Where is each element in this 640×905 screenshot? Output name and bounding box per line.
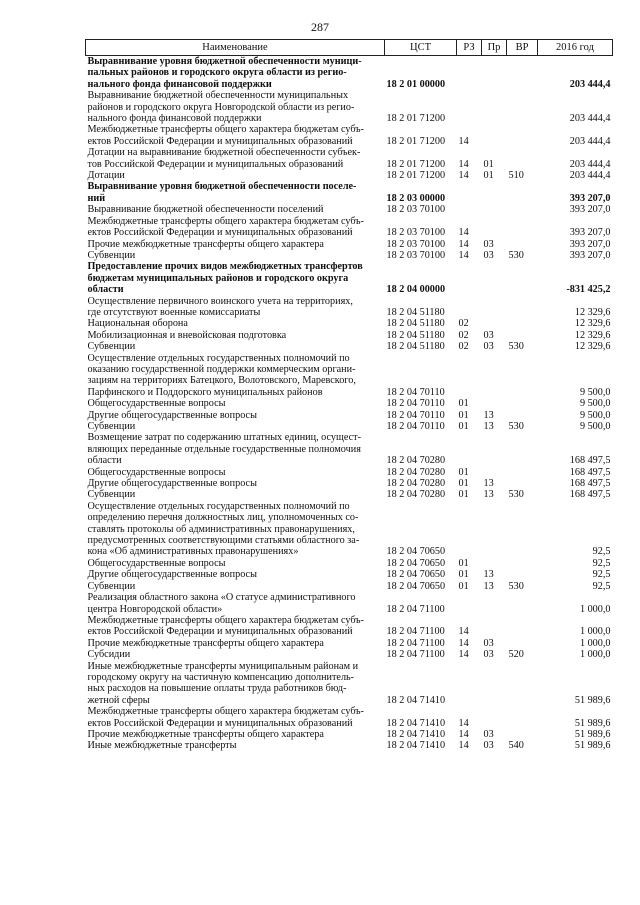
- row-sum-2016: 1 000,0: [579, 626, 611, 638]
- row-sum-2016: 92,5: [592, 569, 611, 581]
- row-sum-2016: 51 989,6: [574, 740, 611, 752]
- row-vr-code: [507, 615, 538, 638]
- row-name: Предоставление прочих видов межбюджетных трансфертов бюджетам муниципальных районов и городского округа области: [87, 261, 363, 296]
- row-vr-code: 510: [508, 170, 524, 182]
- row-vr-code: [507, 56, 538, 91]
- row-pr-code: [482, 398, 507, 409]
- table-row: [86, 581, 613, 592]
- table-row: [86, 330, 613, 341]
- table-row: [86, 478, 613, 489]
- row-pr-code: [482, 706, 507, 729]
- table-row: [86, 706, 613, 729]
- row-cst-code: 18 2 01 71200: [386, 113, 446, 125]
- row-vr-code: [507, 216, 538, 239]
- row-vr-code: 530: [508, 249, 524, 261]
- table-row: [86, 90, 613, 124]
- row-vr-code: [507, 124, 538, 147]
- row-vr-code: [507, 729, 538, 740]
- row-vr-code: [507, 90, 538, 124]
- row-sum-2016: 12 329,6: [574, 329, 611, 341]
- row-pr-code: [482, 592, 507, 615]
- row-vr-code: [507, 706, 538, 729]
- row-name: Субвенции: [87, 580, 136, 592]
- row-sum-2016: 9 500,0: [579, 421, 611, 432]
- row-vr-code: [507, 592, 538, 615]
- row-pr-code: 03: [483, 637, 494, 649]
- row-pr-code: [482, 353, 507, 399]
- row-name: Осуществление отдельных государственных полномочий по оказанию государственной поддержки коммерческим органи- зациям на территориях Батецкого, Волотовского, Маревского, Парфинского и Поддорского муниципальных районов: [87, 352, 356, 398]
- row-sum-2016: 51 989,6: [574, 694, 611, 706]
- row-vr-code: [507, 181, 538, 204]
- row-sum-2016: 168 497,5: [569, 489, 611, 501]
- row-sum-2016: 203 444,4: [569, 113, 611, 125]
- table-row: [86, 467, 613, 478]
- table-row: [86, 261, 613, 295]
- row-sum-2016: 393 207,0: [569, 249, 611, 261]
- row-vr-code: [507, 330, 538, 341]
- row-rz-code: 14: [458, 728, 469, 740]
- row-rz-code: 01: [458, 478, 469, 490]
- row-name: Выравнивание уровня бюджетной обеспеченности муници- пальных районов и городского округа области из регио- нального фонда финансовой поддержки: [87, 56, 362, 90]
- row-rz-code: 01: [458, 569, 469, 581]
- table-row: [86, 204, 613, 215]
- row-sum-2016: -831 425,2: [566, 284, 611, 296]
- row-name: Субвенции: [87, 489, 136, 501]
- row-name: Другие общегосударственные вопросы: [87, 569, 257, 581]
- row-cst-code: 18 2 03 70100: [386, 204, 446, 216]
- row-name: Другие общегосударственные вопросы: [87, 409, 257, 421]
- row-pr-code: [482, 261, 507, 295]
- row-cst-code: 18 2 04 51180: [386, 306, 445, 318]
- row-sum-2016: 9 500,0: [579, 386, 611, 398]
- row-rz-code: [457, 261, 482, 295]
- table-row: [86, 318, 613, 329]
- row-cst-code: 18 2 03 70100: [386, 227, 446, 239]
- row-sum-2016: 92,5: [592, 557, 611, 569]
- row-cst-code: 18 2 01 00000: [386, 78, 446, 90]
- row-cst-code: 18 2 04 71100: [386, 626, 445, 638]
- row-vr-code: [507, 432, 538, 466]
- row-sum-2016: 1 000,0: [579, 649, 611, 661]
- row-vr-code: [507, 467, 538, 478]
- row-cst-code: 18 2 01 71200: [386, 170, 446, 182]
- row-name: Национальная оборона: [87, 318, 188, 330]
- table-row: [86, 296, 613, 319]
- row-cst-code: 18 2 04 71100: [386, 637, 445, 649]
- row-rz-code: [457, 296, 482, 319]
- row-cst-code: 18 2 04 71100: [386, 649, 445, 661]
- row-pr-code: [482, 501, 507, 558]
- row-rz-code: 02: [458, 318, 469, 330]
- row-pr-code: 01: [483, 158, 494, 170]
- row-pr-code: [482, 56, 507, 91]
- row-cst-code: 18 2 04 70110: [386, 398, 445, 410]
- row-rz-code: [457, 56, 482, 91]
- table-row: [86, 661, 613, 707]
- row-rz-code: [457, 501, 482, 558]
- row-name: Межбюджетные трансферты общего характера бюджетам субъ- ектов Российской Федерации и муниципальных образований: [87, 215, 364, 239]
- row-sum-2016: 92,5: [592, 546, 611, 558]
- row-rz-code: 14: [458, 740, 469, 752]
- row-cst-code: 18 2 04 51180: [386, 329, 445, 341]
- table-row: [86, 489, 613, 500]
- row-pr-code: 03: [483, 329, 494, 341]
- row-pr-code: 03: [483, 728, 494, 740]
- row-pr-code: 13: [483, 409, 494, 421]
- row-pr-code: [482, 204, 507, 215]
- row-vr-code: [507, 261, 538, 295]
- row-rz-code: 02: [458, 341, 469, 353]
- row-vr-code: [507, 501, 538, 558]
- table-row: [86, 740, 613, 751]
- table-row: [86, 239, 613, 250]
- row-name: Субвенции: [87, 341, 136, 353]
- row-pr-code: [482, 615, 507, 638]
- row-cst-code: 18 2 04 70110: [386, 421, 445, 432]
- table-row: [86, 649, 613, 660]
- row-cst-code: 18 2 04 70110: [386, 386, 445, 398]
- row-rz-code: 14: [458, 170, 469, 182]
- row-name: Прочие межбюджетные трансферты общего характера: [87, 238, 324, 250]
- table-row: [86, 421, 613, 432]
- table-row: [86, 558, 613, 569]
- row-cst-code: 18 2 04 71410: [386, 740, 446, 752]
- page-number: 287: [311, 20, 329, 34]
- row-pr-code: [482, 90, 507, 124]
- table-row: [86, 216, 613, 239]
- row-rz-code: 14: [458, 717, 469, 729]
- row-cst-code: 18 2 04 70650: [386, 569, 446, 581]
- row-name: Выравнивание бюджетной обеспеченности поселений: [87, 204, 324, 216]
- table-row: [86, 181, 613, 204]
- row-name: Субвенции: [87, 421, 136, 432]
- row-name: Выравнивание уровня бюджетной обеспеченности поселе- ний: [87, 181, 357, 204]
- row-sum-2016: 168 497,5: [569, 466, 611, 478]
- row-vr-code: [507, 239, 538, 250]
- row-cst-code: 18 2 04 71100: [386, 603, 445, 615]
- row-rz-code: 02: [458, 329, 469, 341]
- table-row: [86, 398, 613, 409]
- row-sum-2016: 203 444,4: [569, 78, 611, 90]
- row-sum-2016: 168 497,5: [569, 455, 611, 467]
- row-name: Возмещение затрат по содержанию штатных единиц, осущест- вляющих переданные отдельные государственные полномочия области: [87, 432, 361, 467]
- row-pr-code: 13: [483, 478, 494, 490]
- row-name: Иные межбюджетные трансферты муниципальным районам и городскому округу на частичную компенсацию дополнитель- ных расходов на повышение оплаты труда работников бюд- жетной сферы: [87, 660, 359, 706]
- row-sum-2016: 12 329,6: [574, 341, 611, 353]
- row-vr-code: [507, 661, 538, 707]
- row-rz-code: [457, 204, 482, 215]
- row-name: Выравнивание бюджетной обеспеченности муниципальных районов и городского округа Новгородской области из регио- нального фонда финансовой поддержки: [87, 90, 355, 125]
- row-pr-code: 13: [483, 580, 494, 592]
- row-vr-code: 530: [508, 421, 524, 432]
- row-name: Дотации на выравнивание бюджетной обеспеченности субъек- тов Российской Федерации и муниципальных образований: [87, 147, 361, 170]
- row-pr-code: 13: [483, 569, 494, 581]
- row-rz-code: 01: [458, 489, 469, 501]
- row-vr-code: [507, 398, 538, 409]
- row-sum-2016: 9 500,0: [579, 398, 611, 410]
- table-row: [86, 56, 613, 91]
- row-pr-code: 03: [483, 649, 494, 661]
- row-sum-2016: 51 989,6: [574, 728, 611, 740]
- table-row: [86, 170, 613, 181]
- row-vr-code: [507, 204, 538, 215]
- row-cst-code: 18 2 04 70280: [386, 455, 446, 467]
- row-cst-code: 18 2 04 70280: [386, 478, 446, 490]
- row-cst-code: 18 2 04 71410: [386, 694, 446, 706]
- row-vr-code: 530: [508, 580, 524, 592]
- row-rz-code: 14: [458, 238, 469, 250]
- table-row: [86, 432, 613, 466]
- row-vr-code: [507, 638, 538, 649]
- row-name: Мобилизационная и вневойсковая подготовка: [87, 329, 287, 341]
- row-name: Субсидии: [87, 649, 131, 661]
- row-vr-code: [507, 318, 538, 329]
- row-rz-code: 14: [458, 626, 469, 638]
- row-sum-2016: 12 329,6: [574, 318, 611, 330]
- row-pr-code: 01: [483, 170, 494, 182]
- row-cst-code: 18 2 04 70650: [386, 557, 446, 569]
- budget-table: [85, 39, 613, 752]
- row-rz-code: 14: [458, 227, 469, 239]
- row-pr-code: 13: [483, 489, 494, 501]
- row-name: Иные межбюджетные трансферты: [87, 740, 237, 752]
- row-rz-code: 01: [458, 466, 469, 478]
- row-sum-2016: 1 000,0: [579, 637, 611, 649]
- column-header-rz: РЗ: [457, 40, 482, 56]
- row-rz-code: [457, 90, 482, 124]
- row-sum-2016: 393 207,0: [569, 238, 611, 250]
- row-name: Общегосударственные вопросы: [87, 466, 226, 478]
- row-pr-code: [482, 467, 507, 478]
- row-cst-code: 18 2 04 51180: [386, 341, 445, 353]
- column-header-pr: Пр: [482, 40, 507, 56]
- row-rz-code: 14: [458, 249, 469, 261]
- row-pr-code: [482, 318, 507, 329]
- row-sum-2016: 393 207,0: [569, 227, 611, 239]
- row-sum-2016: 393 207,0: [569, 204, 611, 216]
- table-row: [86, 501, 613, 558]
- row-pr-code: [482, 296, 507, 319]
- row-sum-2016: 203 444,4: [569, 158, 611, 170]
- row-rz-code: 01: [458, 557, 469, 569]
- row-pr-code: 03: [483, 249, 494, 261]
- row-vr-code: 530: [508, 489, 524, 501]
- row-rz-code: [457, 592, 482, 615]
- row-cst-code: 18 2 03 00000: [386, 192, 446, 204]
- row-sum-2016: 9 500,0: [579, 409, 611, 421]
- table-header-row: [86, 40, 613, 56]
- row-pr-code: 03: [483, 238, 494, 250]
- row-sum-2016: 51 989,6: [574, 717, 611, 729]
- row-cst-code: 18 2 01 71200: [386, 158, 446, 170]
- row-sum-2016: 1 000,0: [579, 603, 611, 615]
- row-name: Реализация областного закона «О статусе административного центра Новгородской области»: [87, 592, 356, 615]
- row-sum-2016: 203 444,4: [569, 135, 611, 147]
- row-name: Межбюджетные трансферты общего характера бюджетам субъ- ектов Российской Федерации и муниципальных образований: [87, 706, 364, 729]
- row-rz-code: [457, 661, 482, 707]
- row-name: Межбюджетные трансферты общего характера бюджетам субъ- ектов Российской Федерации и муниципальных образований: [87, 614, 364, 638]
- row-cst-code: 18 2 04 71410: [386, 717, 446, 729]
- row-pr-code: [482, 661, 507, 707]
- row-pr-code: [482, 432, 507, 466]
- row-rz-code: 14: [458, 158, 469, 170]
- row-vr-code: [507, 569, 538, 580]
- row-cst-code: 18 2 04 00000: [386, 284, 446, 296]
- row-vr-code: [507, 296, 538, 319]
- row-vr-code: [507, 410, 538, 421]
- row-rz-code: 14: [458, 649, 469, 661]
- table-row: [86, 124, 613, 147]
- column-header-cst: ЦСТ: [385, 40, 457, 56]
- row-cst-code: 18 2 03 70100: [386, 249, 446, 261]
- row-rz-code: 14: [458, 637, 469, 649]
- row-pr-code: [482, 558, 507, 569]
- row-pr-code: [482, 124, 507, 147]
- row-rz-code: 14: [458, 135, 469, 147]
- row-vr-code: [507, 147, 538, 170]
- row-cst-code: 18 2 04 70280: [386, 466, 446, 478]
- row-rz-code: 01: [458, 398, 469, 410]
- row-sum-2016: 393 207,0: [569, 192, 611, 204]
- row-rz-code: [457, 353, 482, 399]
- row-rz-code: [457, 432, 482, 466]
- table-row: [86, 341, 613, 352]
- table-row: [86, 615, 613, 638]
- row-vr-code: [507, 558, 538, 569]
- row-cst-code: 18 2 04 51180: [386, 318, 445, 330]
- row-cst-code: 18 2 03 70100: [386, 238, 446, 250]
- row-sum-2016: 203 444,4: [569, 170, 611, 182]
- row-name: Другие общегосударственные вопросы: [87, 478, 257, 490]
- row-pr-code: [482, 216, 507, 239]
- row-rz-code: 01: [458, 580, 469, 592]
- row-sum-2016: 12 329,6: [574, 306, 611, 318]
- row-pr-code: [482, 181, 507, 204]
- row-cst-code: 18 2 04 71410: [386, 728, 446, 740]
- table-row: [86, 250, 613, 261]
- row-rz-code: 01: [458, 421, 469, 432]
- row-rz-code: [457, 181, 482, 204]
- table-row: [86, 353, 613, 399]
- row-vr-code: 530: [508, 341, 524, 353]
- row-cst-code: 18 2 04 70280: [386, 489, 446, 501]
- row-rz-code: 01: [458, 409, 469, 421]
- table-row: [86, 638, 613, 649]
- row-name: Общегосударственные вопросы: [87, 557, 226, 569]
- row-name: Субвенции: [87, 249, 136, 261]
- row-sum-2016: 168 497,5: [569, 478, 611, 490]
- row-vr-code: [507, 353, 538, 399]
- column-header-sum: 2016 год: [538, 40, 613, 56]
- row-sum-2016: 92,5: [592, 580, 611, 592]
- row-name: Дотации: [87, 170, 125, 182]
- table-row: [86, 569, 613, 580]
- row-pr-code: 13: [483, 421, 494, 432]
- row-cst-code: 18 2 04 70110: [386, 409, 445, 421]
- row-vr-code: 520: [508, 649, 524, 661]
- row-name: Осуществление первичного воинского учета на территориях, где отсутствуют военные комиссариаты: [87, 295, 353, 318]
- row-name: Прочие межбюджетные трансферты общего характера: [87, 637, 324, 649]
- table-row: [86, 410, 613, 421]
- column-header-vr: ВР: [507, 40, 538, 56]
- column-header-name: Наименование: [86, 40, 385, 56]
- row-vr-code: 540: [508, 740, 524, 752]
- row-name: Межбюджетные трансферты общего характера бюджетам субъ- ектов Российской Федерации и муниципальных образований: [87, 124, 364, 147]
- row-pr-code: 03: [483, 740, 494, 752]
- row-cst-code: 18 2 04 70650: [386, 580, 446, 592]
- row-name: Общегосударственные вопросы: [87, 398, 226, 410]
- row-vr-code: [507, 478, 538, 489]
- table-row: [86, 147, 613, 170]
- row-cst-code: 18 2 04 70650: [386, 546, 446, 558]
- row-pr-code: 03: [483, 341, 494, 353]
- row-name: Осуществление отдельных государственных полномочий по определению перечня должностных лиц, уполномоченных со- ставлять протоколы об административных правонарушениях, предусмотренных соответствующими статьями областного за- кона «Об административных правонарушениях»: [87, 500, 360, 558]
- table-row: [86, 592, 613, 615]
- row-name: Прочие межбюджетные трансферты общего характера: [87, 728, 324, 740]
- row-cst-code: 18 2 01 71200: [386, 135, 446, 147]
- table-row: [86, 729, 613, 740]
